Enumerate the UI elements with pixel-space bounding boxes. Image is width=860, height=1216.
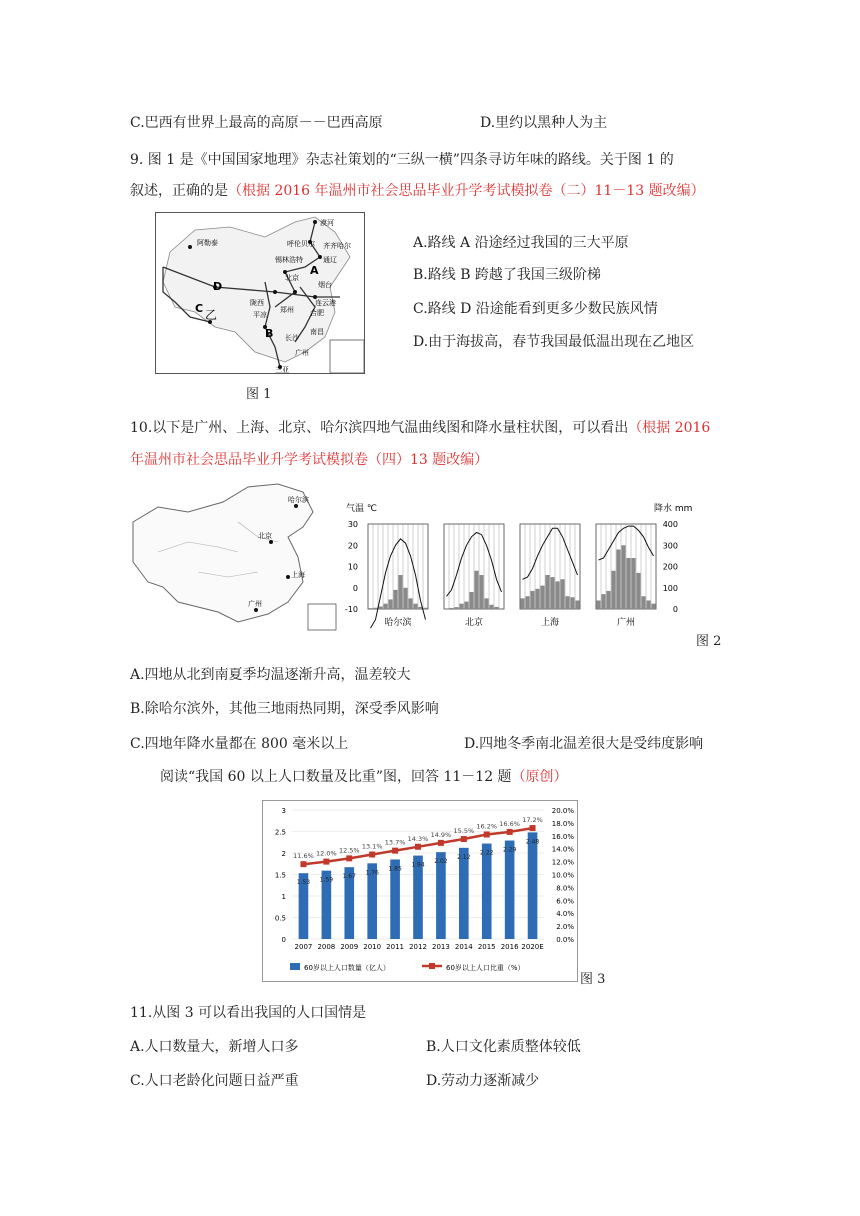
svg-text:平凉: 平凉 [253,311,267,319]
svg-text:长沙: 长沙 [285,334,299,342]
fig3-line-label: 12.5% [338,846,360,855]
climate-right-axis-title: 降水 mm [654,504,693,514]
fig3-line-point [461,836,467,842]
svg-text:C: C [195,302,204,315]
fig3-line-point [300,861,306,867]
precip-bar [560,579,564,609]
figure1-route-map [155,212,365,374]
fig3-line-point [507,829,513,835]
q10-option-d: D.四地冬季南北温差很大是受纬度影响 [464,736,704,752]
fig3-x-tick: 2020E [521,943,544,951]
q11-stem: 11.从图 3 可以看出我国的人口国情是 [130,1005,367,1021]
climate-left-tick: -10 [344,605,358,614]
precip-bar [459,604,463,609]
precip-bar [545,575,549,609]
q9-stem-line2 [130,180,705,200]
legend-bar-swatch [290,963,300,970]
fig3-x-tick: 2009 [340,943,359,951]
svg-text:D: D [213,280,223,293]
precip-bar [423,608,427,609]
figure2-climate-charts [340,500,696,632]
figure3-caption: 图 3 [580,972,606,987]
figure2-caption: 图 2 [696,634,722,649]
map-city-guangzhou: 广州 [248,600,262,608]
fig3-bar [502,841,517,939]
climate-station-name: 哈尔滨 [384,618,412,628]
fig3-line-point [323,859,329,865]
precip-bar [646,601,650,610]
fig3-line-point [415,844,421,850]
fig3-bar-label: 1.67 [342,873,356,881]
precip-bar [388,599,392,609]
svg-text:陇西: 陇西 [250,299,264,307]
precip-bar [464,602,468,609]
fig3-bar-label: 2.22 [480,849,494,857]
fig3-right-tick: 14.0% [551,845,574,854]
climate-station-name: 广州 [616,618,636,628]
q8-option-d: D.里约以黑种人为主 [480,115,608,131]
precip-bar [449,608,453,609]
svg-text:B: B [265,327,274,340]
precip-bar [631,558,635,609]
fig3-x-tick: 2010 [363,943,382,951]
climate-right-tick: 0 [672,605,678,614]
fig3-x-tick: 2012 [409,943,427,951]
fig3-line-point [369,852,375,858]
precip-bar [408,598,412,609]
fig3-line-label: 15.5% [453,827,475,836]
q9-option-b: B.路线 B 跨越了我国三级阶梯 [413,267,601,283]
q9-stem-line1: 9. 图 1 是《中国国家地理》杂志社策划的“三纵一横”四条寻访年味的路线。关于图 1 的 [130,152,674,168]
fig3-line-label: 11.6% [293,852,314,861]
svg-text:三亚: 三亚 [275,366,289,374]
fig3-x-tick: 2016 [500,943,519,951]
fig3-bar-label: 2.12 [457,853,471,861]
precip-bar [621,545,625,609]
fig3-bar-label: 1.76 [365,869,379,877]
precip-bar [373,608,377,609]
q10-option-c: C.四地年降水量都在 800 毫米以上 [130,736,349,752]
precip-bar [469,592,473,609]
fig3-line-label: 14.9% [430,830,452,839]
fig3-bar-label: 1.59 [319,876,334,884]
figure1-caption: 图 1 [246,387,272,402]
svg-text:南昌: 南昌 [310,328,324,336]
fig3-right-tick: 16.0% [551,832,574,841]
fig3-bar-label: 1.53 [296,879,311,887]
precip-bar [636,573,640,609]
precip-bar [530,591,534,609]
legend-bar-label: 60岁以上人口数量（亿人） [304,964,390,972]
q11-option-a: A.人口数量大，新增人口多 [130,1039,299,1055]
q11-intro-source: （原创） [511,769,568,785]
precip-bar [611,571,615,609]
fig3-bar-label: 1.94 [411,861,425,869]
fig3-line-label: 13.1% [361,842,383,851]
svg-text:锡林浩特: 锡林浩特 [275,256,303,264]
precip-bar [368,608,372,609]
precip-bar [494,607,498,609]
precip-bar [601,594,605,609]
fig3-line-point [484,832,490,838]
svg-text:齐齐哈尔: 齐齐哈尔 [323,242,351,250]
precip-bar [398,575,402,609]
fig3-left-tick: 2 [281,850,286,858]
climate-left-tick: 10 [347,562,358,572]
svg-text:广州: 广州 [295,349,309,357]
fig3-left-tick: 1 [281,893,286,901]
q9-option-a: A.路线 A 沿途经过我国的三大平原 [413,235,629,251]
fig3-x-tick: 2013 [431,943,450,951]
q10-option-b: B.除哈尔滨外，其他三地雨热同期，深受季风影响 [130,701,439,717]
svg-text:郑州: 郑州 [280,306,294,314]
precip-bar [484,598,488,609]
q9-option-c: C.路线 D 沿途能看到更多少数民族风情 [413,301,658,317]
climate-panel [444,524,504,628]
q11-option-b: B.人口文化素质整体较低 [426,1039,581,1055]
q11-option-c: C.人口老龄化问题日益严重 [130,1073,299,1089]
map-city-shanghai: 上海 [291,571,305,579]
precip-bar [489,605,493,609]
q8-option-c: C.巴西有世界上最高的高原－－巴西高原 [130,115,383,131]
fig3-x-tick: 2011 [386,943,405,951]
fig3-line-label: 17.2% [522,816,543,825]
precip-bar [641,596,645,609]
fig3-line-point [392,848,398,854]
svg-text:A: A [310,264,319,277]
map-city-harbin: 哈尔滨 [288,496,309,504]
q9-source: （根据 2016 年温州市社会思品毕业升学考试模拟卷（二）11－13 题改编） [228,183,705,199]
climate-right-tick: 200 [662,562,678,572]
precip-bar [565,596,569,609]
fig3-bar [459,848,469,939]
q10-stem-line1 [130,417,710,437]
precip-bar [575,601,579,610]
climate-station-name: 上海 [540,618,560,628]
precip-bar [555,581,559,609]
q10-source-part2: 年温州市社会思品毕业升学考试模拟卷（四）13 题改编） [130,452,489,468]
climate-station-name: 北京 [464,618,484,628]
q10-option-a: A.四地从北到南夏季均温逐渐升高，温差较大 [130,667,411,683]
precip-bar [474,571,478,609]
climate-right-tick: 100 [662,583,678,593]
q11-intro-text: 阅读“我国 60 以上人口数量及比重”图，回答 11－12 题 [160,769,512,785]
fig3-bar [525,832,540,939]
fig3-x-tick: 2008 [317,943,336,951]
precip-bar [651,604,655,609]
svg-text:连云港: 连云港 [315,299,336,307]
q9-option-d: D.由于海拔高，春节我国最低温出现在乙地区 [413,334,695,350]
climate-panel [368,524,428,628]
fig3-right-tick: 6.0% [556,897,574,906]
fig3-bar [436,852,446,939]
svg-text:漠河: 漠河 [320,219,334,227]
svg-text:北京: 北京 [285,274,299,282]
precip-bar [383,604,387,609]
fig3-left-tick: 3 [281,807,286,815]
svg-text:阿勒泰: 阿勒泰 [197,239,218,247]
svg-text:乙: 乙 [205,308,218,322]
q10-source-part1: （根据 2016 [628,420,711,436]
precip-bar [570,597,574,609]
fig3-bar-label: 2.02 [434,858,448,866]
fig3-line-label: 16.2% [476,822,498,831]
precip-bar [413,604,417,609]
fig3-right-tick: 20.0% [551,807,574,815]
fig3-left-tick: 1.5 [274,871,286,880]
fig3-right-tick: 12.0% [551,858,574,867]
climate-left-tick: 20 [347,541,358,551]
fig3-line-label: 12.0% [316,849,337,858]
fig3-right-tick: 0.0% [556,936,574,944]
figure3-population-chart [262,800,578,982]
fig3-bar-label: 2.29 [502,846,517,854]
precip-bar [403,588,407,609]
legend-line-label: 60岁以上人口比重（%） [446,964,525,972]
climate-left-axis-title: 气温 ℃ [346,504,377,514]
climate-right-tick: 400 [662,520,678,529]
climate-left-tick: 30 [347,520,358,529]
fig3-line-point [346,855,352,861]
precip-bar [626,558,630,609]
svg-text:呼伦贝尔: 呼伦贝尔 [287,240,315,248]
precip-bar [616,550,620,610]
fig3-line-point [530,825,536,831]
fig3-x-tick: 2015 [477,943,496,951]
fig3-left-tick: 0 [281,936,286,944]
fig3-line-label: 13.7% [384,838,406,847]
fig3-right-tick: 4.0% [556,910,574,919]
q9-stem-text: 叙述，正确的是 [130,183,228,199]
climate-panel [596,524,656,628]
fig3-bar-label: 1.85 [388,865,402,873]
fig3-x-tick: 2007 [294,943,313,951]
fig3-right-tick: 2.0% [556,923,574,932]
precip-bar [499,608,503,609]
fig3-bar-label: 2.48 [525,838,540,846]
fig3-right-tick: 18.0% [551,819,574,828]
precip-bar [596,601,600,610]
precip-bar [454,607,458,609]
climate-panel [520,524,580,628]
svg-text:烟台: 烟台 [318,281,332,289]
q10-stem-text: 10.以下是广州、上海、北京、哈尔滨四地气温曲线图和降水量柱状图，可以看出 [130,420,629,436]
precip-bar [540,586,544,609]
q11-option-d: D.劳动力逐渐减少 [426,1073,540,1089]
fig3-left-tick: 2.5 [274,828,286,837]
fig3-line-label: 14.3% [407,834,429,843]
fig3-right-tick: 10.0% [551,871,574,880]
fig3-left-tick: 0.5 [274,914,286,923]
precip-bar [444,608,448,609]
precip-bar [525,596,529,609]
map-city-beijing: 北京 [258,532,272,540]
precip-bar [606,591,610,609]
precip-bar [378,606,382,609]
precip-bar [393,590,397,609]
fig3-line-point [438,840,444,846]
fig3-bar [482,844,492,939]
precip-bar [535,589,539,609]
precip-bar [479,575,483,609]
precip-bar [550,577,554,609]
fig3-x-tick: 2014 [454,943,473,951]
svg-text:通辽: 通辽 [323,256,337,264]
svg-text:合肥: 合肥 [310,309,324,317]
climate-left-tick: 0 [352,583,358,593]
figure2-china-map [128,482,340,632]
fig3-right-tick: 8.0% [556,884,574,893]
q11-intro [160,766,568,786]
climate-right-tick: 300 [662,541,678,551]
precip-bar [520,598,524,609]
fig3-line-label: 16.6% [499,819,520,828]
